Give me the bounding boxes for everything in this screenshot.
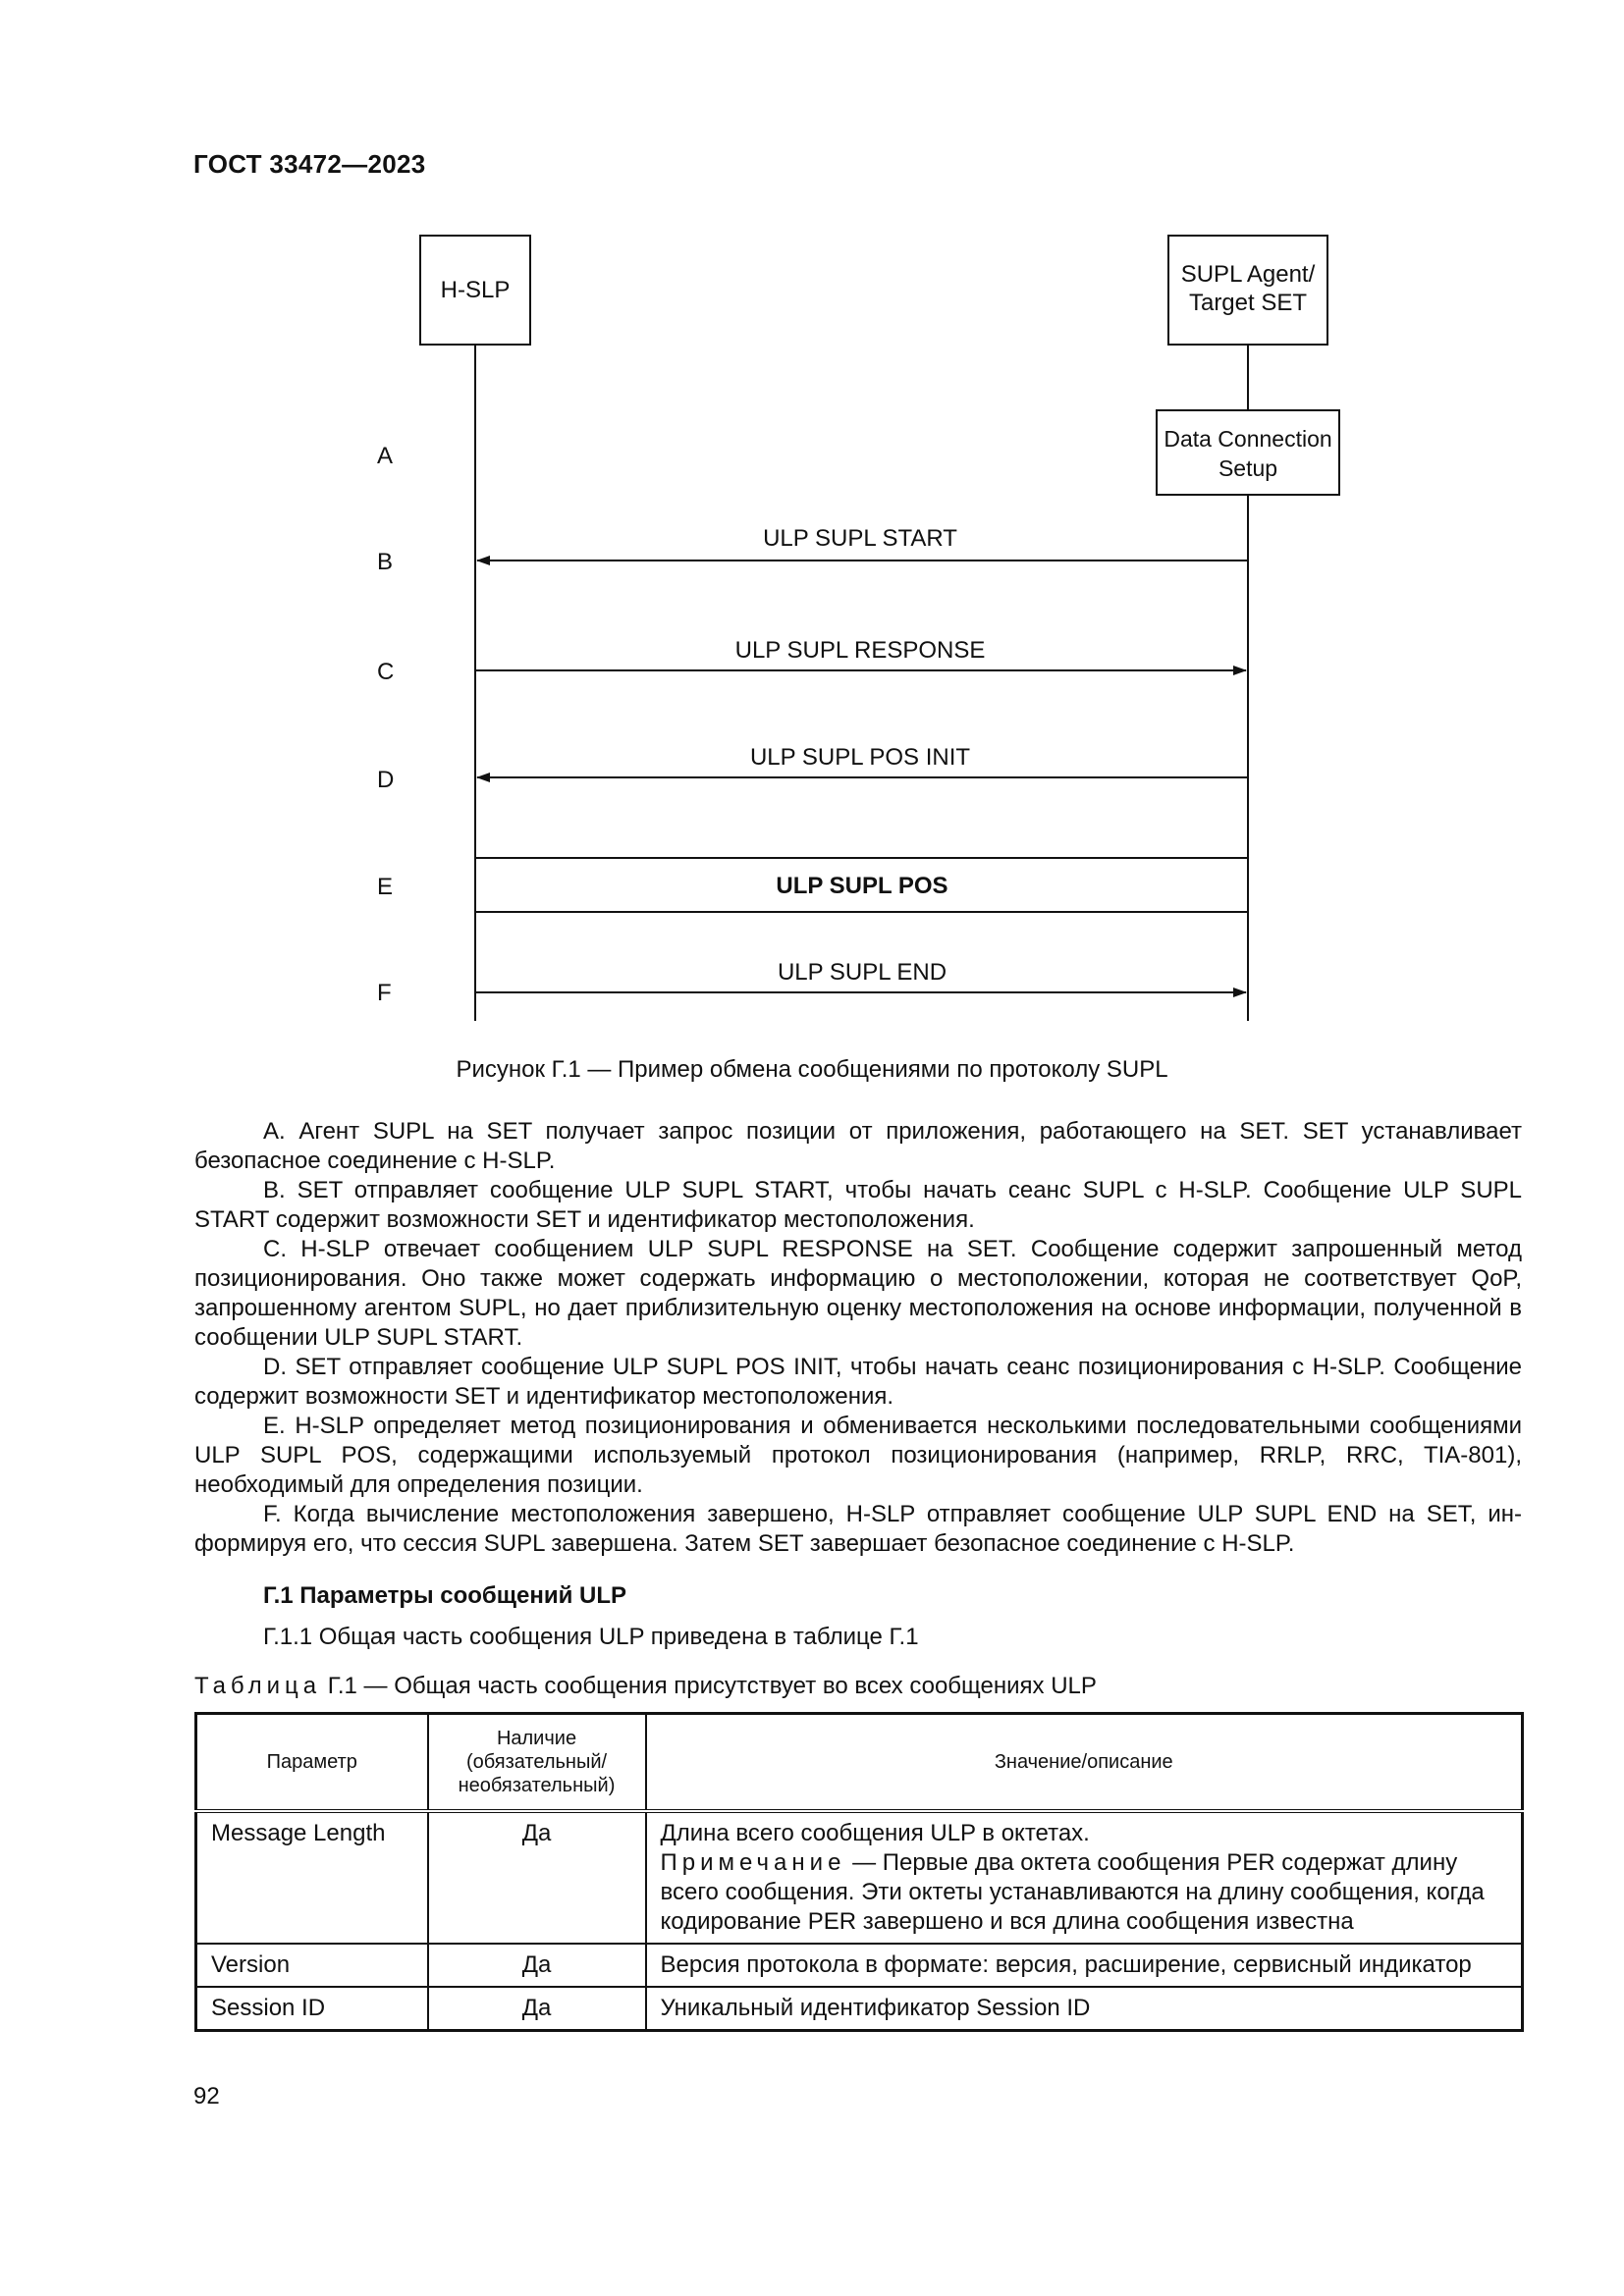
step-letter-f: F <box>377 980 392 1006</box>
msg-supl-end-label: ULP SUPL END <box>777 959 947 986</box>
cell-presence: Да <box>428 1944 646 1987</box>
step-c-description: C. H-SLP отвечает сообщением ULP SUPL RESPONSE на SET. Сообщение содержит запрошенный метод позиционирования. Оно также может содержать информацию о местоположении, которая не соответствует QoP, запрошенному агентом SUPL, но дает приблизительную оценку местоположения на основе информации, полученной в сообщении ULP SUPL START. <box>194 1236 1522 1351</box>
data-connection-setup-box <box>1157 410 1339 495</box>
step-f-description: F. Когда вычисление местоположения завершено, H-SLP отправляет сообщение ULP SUPL END на SET, информируя его, что сессия SUPL завершена. Затем SET завершает безопасное соединение с H-SLP. <box>194 1501 1522 1557</box>
supl-agent-label-line1: SUPL Agent/ <box>1180 261 1316 288</box>
header-presence-line1: Наличие <box>496 1728 577 1749</box>
step-letter-e: E <box>377 874 394 900</box>
header-presence <box>428 1714 646 1812</box>
section-heading: Г.1 Параметры сообщений ULP <box>263 1582 627 1609</box>
step-a-description: А. Агент SUPL на SET получает запрос позиции от приложения, работающего на SET. SET устанавливает безопасное соединение с H-SLP. <box>194 1118 1522 1174</box>
cell-param: Session ID <box>196 1987 428 2031</box>
note-text: — Первые два октета сообщения PER содержат длину всего сообщения. Эти октеты устанавливаются на длину сообщения, когда кодирование PER завершено и вся длина сообщения известна <box>660 1849 1485 1935</box>
table-row <box>196 1944 1523 1987</box>
figure-caption: Рисунок Г.1 — Пример обмена сообщениями по протоколу SUPL <box>456 1056 1168 1083</box>
step-e-description: E. H-SLP определяет метод позиционирования и обменивается несколькими последовательными сообщениями ULP SUPL POS, содержащими используемый протокол позиционирования (например, RRLP, RRC, TIA-801), необходимый для определения позиции. <box>194 1413 1522 1498</box>
msg-supl-pos-label: ULP SUPL POS <box>776 873 948 899</box>
cell-value <box>646 1811 1523 1944</box>
msg-supl-pos-init-label: ULP SUPL POS INIT <box>749 744 971 771</box>
msg-supl-response-label: ULP SUPL RESPONSE <box>734 637 986 664</box>
table-row <box>196 1987 1523 2031</box>
note-label: Примечание <box>660 1849 846 1876</box>
header-param: Параметр <box>196 1714 428 1812</box>
page-number: 92 <box>193 2083 220 2109</box>
step-letter-c: C <box>377 659 395 685</box>
cell-presence: Да <box>428 1811 646 1944</box>
cell-param: Message Length <box>196 1811 428 1944</box>
table-title-rest: Г.1 — Общая часть сообщения присутствует во всех сообщениях ULP <box>327 1673 1097 1699</box>
step-d-description: D. SET отправляет сообщение ULP SUPL POS INIT, чтобы начать сеанс позиционирования с H-SLP. Сообщение содержит возможности SET и идентификатор местоположения. <box>194 1354 1522 1410</box>
setup-box-line1: Data Connection <box>1164 426 1332 452</box>
table-row <box>196 1811 1523 1944</box>
header-presence-line3: необязательный) <box>458 1775 616 1796</box>
cell-value: Уникальный идентификатор Session ID <box>646 1987 1523 2031</box>
document-header: ГОСТ 33472—2023 <box>193 149 426 179</box>
cell-presence: Да <box>428 1987 646 2031</box>
msg-supl-start-label: ULP SUPL START <box>763 525 957 552</box>
cell-param: Version <box>196 1944 428 1987</box>
setup-box-line2: Setup <box>1218 455 1278 481</box>
cell-note <box>661 1848 1508 1937</box>
cell-value-text: Длина всего сообщения ULP в октетах. <box>660 1820 1090 1846</box>
sequence-diagram <box>0 0 1624 1041</box>
section-text: Г.1.1 Общая часть сообщения ULP приведена в таблице Г.1 <box>263 1624 919 1650</box>
cell-value: Версия протокола в формате: версия, расширение, сервисный индикатор <box>646 1944 1523 1987</box>
step-letter-d: D <box>377 767 395 793</box>
supl-agent-label-line2: Target SET <box>1188 290 1308 316</box>
step-letter-a: A <box>377 443 394 469</box>
table-header-row <box>196 1714 1523 1812</box>
step-descriptions <box>194 1117 1522 1559</box>
header-presence-line2: (обязательный/ <box>465 1751 608 1773</box>
table-title <box>194 1673 1097 1700</box>
header-value: Значение/описание <box>646 1714 1523 1812</box>
step-letter-b: B <box>377 549 394 575</box>
table-title-prefix: Таблица <box>194 1673 322 1699</box>
ulp-common-part-table <box>194 1712 1524 2032</box>
h-slp-label: H-SLP <box>440 277 511 303</box>
step-b-description: B. SET отправляет сообщение ULP SUPL START, чтобы начать сеанс SUPL с H-SLP. Сообщение ULP SUPL START содержит возможности SET и идентификатор местоположения. <box>194 1177 1522 1233</box>
